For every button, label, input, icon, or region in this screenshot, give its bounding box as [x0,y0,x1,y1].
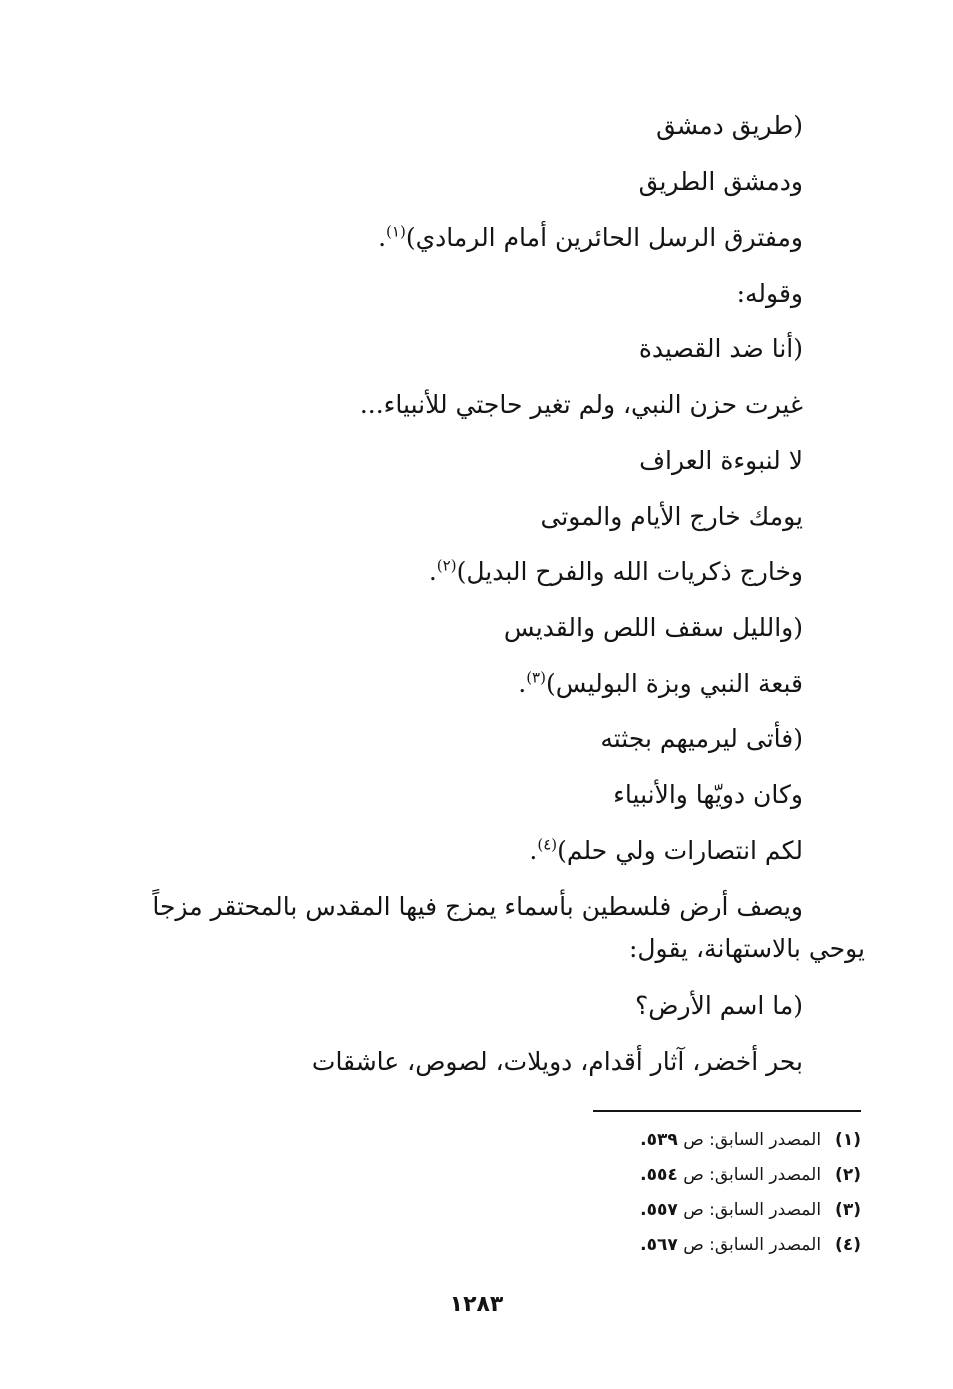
verse-line [378,222,803,254]
verse-text: قبعة النبي وبزة البوليس) [545,669,803,698]
footnote-ref: (٢) [436,556,457,575]
period: . [378,223,387,252]
footnote-text: المصدر السابق: ص [683,1235,822,1255]
footnote-number: (١) [835,1130,861,1150]
footnote-ref: (٤) [537,835,558,854]
footnote-number: (٣) [835,1200,861,1220]
footnote-number: (٤) [835,1235,861,1255]
prose-line: وقوله: [736,279,803,308]
footnote-page: ٥٥٤. [640,1165,678,1185]
verse-line: (والليل سقف اللص والقديس [503,613,803,642]
verse-line: يومك خارج الأيام والموتى [540,502,803,531]
verse-line: (أنا ضد القصيدة [638,334,803,363]
footnote-text: المصدر السابق: ص [683,1165,822,1185]
verse-line: (فأتى ليرميهم بجثته [600,724,803,753]
footnote [640,1128,861,1152]
verse-line: بحر أخضر، آثار أقدام، دويلات، لصوص، عاشقات [311,1047,803,1076]
footnote [640,1233,861,1257]
footnote-ref: (١) [386,222,406,241]
period: . [529,836,538,865]
period: . [428,557,437,586]
footnote-ref: (٣) [526,668,546,687]
verse-line: (طريق دمشق [656,111,803,140]
verse-line: (ما اسم الأرض؟ [635,991,803,1020]
footnote-separator [593,1110,861,1112]
verse-line: وكان دويّها والأنبياء [613,780,803,809]
verse-text: ومفترق الرسل الحائرين أمام الرمادي) [405,223,803,252]
verse-line [529,835,803,867]
footnote-text: المصدر السابق: ص [683,1130,822,1150]
prose-line: ويصف أرض فلسطين بأسماء يمزج فيها المقدس بالمحتقر مزجاً [152,892,803,921]
footnote [640,1198,861,1222]
verse-line: ودمشق الطريق [638,167,803,196]
verse-line: غيرت حزن النبي، ولم تغير حاجتي للأنبياء... [359,390,803,419]
footnote-page: ٥٦٧. [640,1235,678,1255]
period: . [518,669,527,698]
footnote [640,1163,861,1187]
verse-line [429,556,803,588]
verse-line [518,668,803,700]
prose-line: يوحي بالاستهانة، يقول: [628,934,865,963]
verse-line: لا لنبوءة العراف [639,446,803,475]
footnote-text: المصدر السابق: ص [683,1200,822,1220]
footnote-page: ٥٣٩. [640,1130,678,1150]
footnote-page: ٥٥٧. [640,1200,678,1220]
verse-text: وخارج ذكريات الله والفرح البديل) [456,557,803,586]
page-number: ١٢٨٣ [449,1292,504,1317]
footnote-number: (٢) [835,1165,861,1185]
verse-text: لكم انتصارات ولي حلم) [557,836,803,865]
